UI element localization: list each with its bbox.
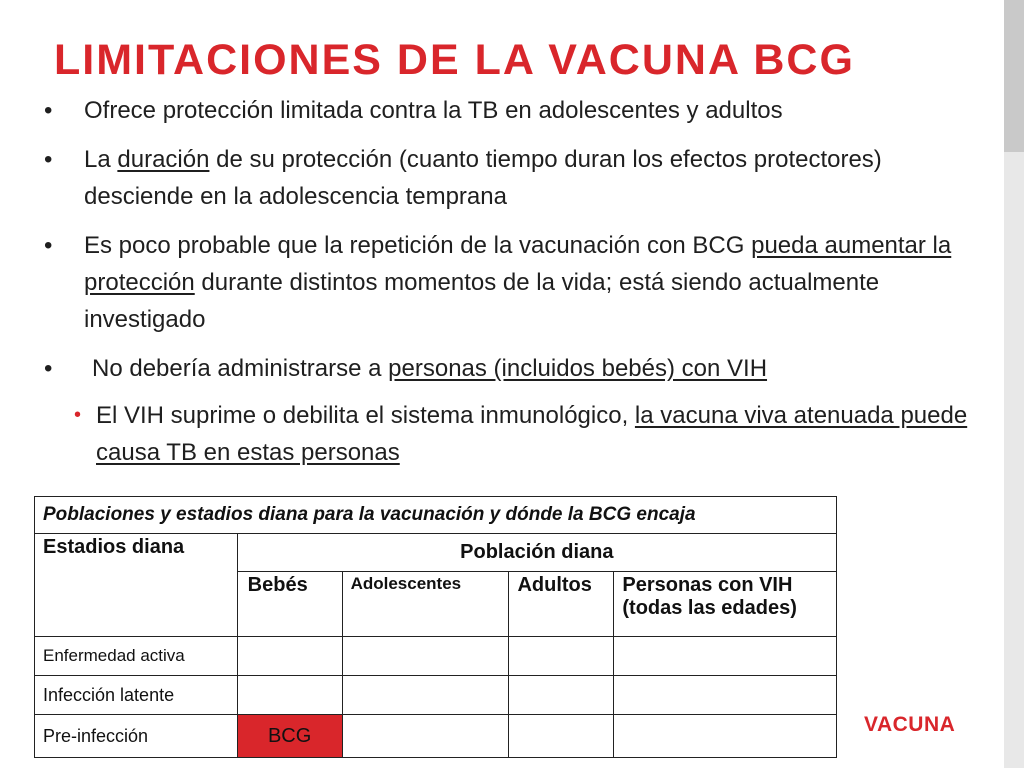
underlined-text: personas (incluidos bebés) con VIH: [388, 355, 768, 382]
bullet-list: [44, 92, 974, 471]
bullet-dot-icon: •: [44, 97, 53, 124]
underlined-text: duración: [117, 146, 210, 173]
sub-bullet-dot-icon: •: [74, 404, 82, 426]
table-row: [35, 637, 837, 676]
bullet-text: La: [84, 146, 118, 173]
bullet-text: Ofrece protección limitada contra la TB en adolescentes y adultos: [84, 97, 783, 124]
bullet-item-3: [44, 227, 974, 338]
column-header: Adultos: [509, 572, 614, 637]
right-side-bar-accent: [1004, 0, 1024, 152]
bullet-text: No debería administrarse a: [92, 355, 389, 382]
column-header: Bebés: [237, 572, 342, 637]
table-cell: [614, 715, 837, 758]
table-row: [35, 715, 837, 758]
table-cell: [509, 637, 614, 676]
vacuna-logo: VACUNA: [864, 713, 956, 736]
bullet-text: El VIH suprime o debilita el sistema inmunológico,: [96, 402, 635, 429]
table-cell: [509, 715, 614, 758]
table-cell: [342, 715, 509, 758]
bullet-text: Es poco probable que la repetición de la vacunación con BCG: [84, 232, 752, 259]
sub-bullet-item: [44, 397, 974, 471]
table-cell: [509, 676, 614, 715]
row-label: Pre-infección: [35, 715, 238, 758]
target-populations-table: [34, 496, 837, 758]
bullet-text: de su protección (cuanto tiempo duran los efectos protectores) desciende en la adolescencia temprana: [84, 146, 882, 210]
population-header: Población diana: [237, 534, 836, 572]
table-cell: [614, 637, 837, 676]
bullet-item-2: [44, 141, 974, 215]
bullet-dot-icon: •: [44, 146, 53, 173]
table-cell: [237, 676, 342, 715]
underlined-text: la vacuna viva atenuada puede causa TB en estas personas: [96, 402, 968, 466]
row-label: Enfermedad activa: [35, 637, 238, 676]
bullet-item-1: [44, 92, 974, 129]
stage-header: Estadios diana: [35, 534, 238, 637]
table-cell: [237, 637, 342, 676]
table-cell: [614, 676, 837, 715]
bullet-dot-icon: •: [44, 232, 53, 259]
bullet-dot-icon: •: [44, 355, 53, 382]
table-caption: Poblaciones y estadios diana para la vacunación y dónde la BCG encaja: [35, 497, 837, 534]
table-caption-row: [35, 497, 837, 534]
row-label: Infección latente: [35, 676, 238, 715]
slide-title: LIMITACIONES DE LA VACUNA BCG: [54, 36, 855, 84]
table-header-row: [35, 534, 837, 572]
underlined-text: pueda aumentar la protección: [84, 232, 952, 296]
table-cell: [342, 637, 509, 676]
bullet-item-4: [44, 350, 974, 387]
column-header: Adolescentes: [342, 572, 509, 637]
bullet-text: durante distintos momentos de la vida; está siendo actualmente investigado: [84, 269, 880, 333]
table-row: [35, 676, 837, 715]
table-cell: [342, 676, 509, 715]
bcg-cell: BCG: [237, 715, 342, 758]
column-header: Personas con VIH (todas las edades): [614, 572, 837, 637]
